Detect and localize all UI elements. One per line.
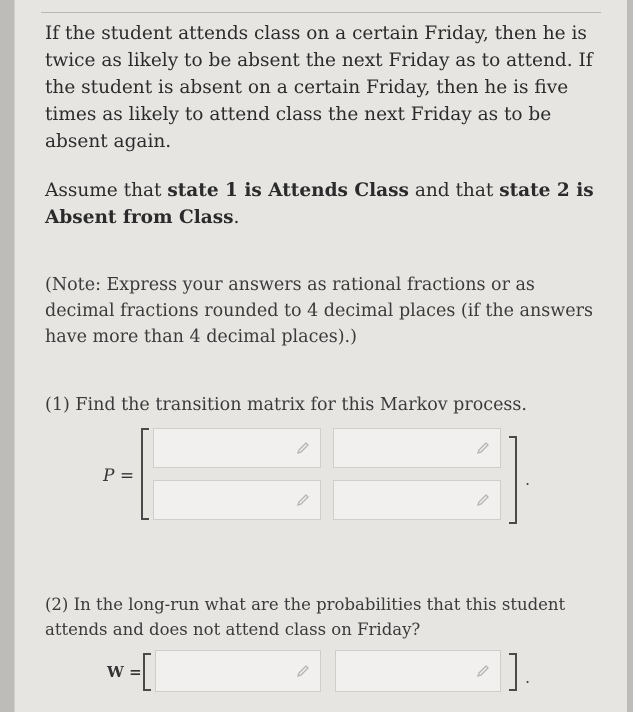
state1-text: state 1 is Attends Class: [167, 180, 409, 201]
matrix-cell-1-2[interactable]: [333, 428, 501, 468]
divider: [41, 12, 601, 13]
assume-end: .: [233, 207, 240, 228]
matrix-right-bracket: [509, 436, 517, 524]
vector-cell-2[interactable]: [335, 650, 501, 692]
pencil-icon: [476, 664, 490, 678]
pencil-icon: [296, 493, 310, 507]
assume-mid: and that: [408, 180, 500, 201]
note-text: (Note: Express your answers as rational fractions or as decimal fractions rounded to 4 decimal places (if the answers have more than 4 decimal places).): [45, 275, 593, 347]
vector-cell-1[interactable]: [155, 650, 321, 692]
problem-intro: If the student attends class on a certain Friday, then he is twice as likely to be absent the next Friday as to attend. If the student is absent on a certain Friday, then he is five times as likely to attend class the next Friday as to be absent again.: [45, 23, 593, 152]
pencil-icon: [296, 441, 310, 455]
matrix-cell-2-1[interactable]: [153, 480, 321, 520]
assume-prefix: Assume that: [45, 180, 168, 201]
matrix-cell-1-1[interactable]: [153, 428, 321, 468]
state-assumption: [45, 177, 605, 231]
matrix-cell-2-2[interactable]: [333, 480, 501, 520]
pencil-icon: [476, 441, 490, 455]
vector-right-bracket: [509, 653, 517, 691]
part1-question: (1) Find the transition matrix for this Markov process.: [45, 395, 527, 415]
pencil-icon: [296, 664, 310, 678]
part2-question: (2) In the long-run what are the probabilities that this student attends and does not attend class on Friday?: [45, 595, 566, 639]
state2-text: state 2 is Absent from Class: [45, 180, 594, 228]
matrix-left-bracket: [141, 428, 149, 520]
vector-left-bracket: [143, 653, 151, 691]
matrix-period: .: [525, 470, 531, 489]
p-label: P =: [103, 466, 135, 486]
vector-period: .: [525, 668, 531, 687]
problem-page: [14, 0, 627, 712]
pencil-icon: [476, 493, 490, 507]
w-label: W =: [107, 663, 142, 681]
